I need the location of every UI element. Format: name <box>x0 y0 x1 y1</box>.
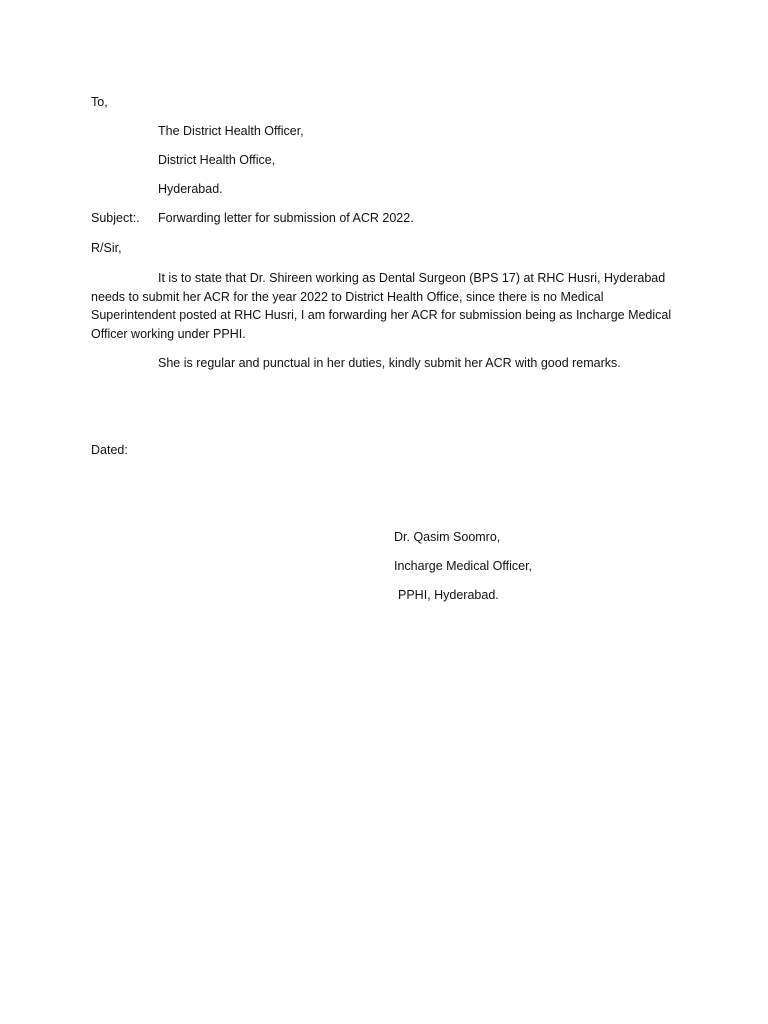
body-paragraph-2: She is regular and punctual in her duties, kindly submit her ACR with good remarks. <box>158 356 621 370</box>
to-label: To, <box>91 95 108 109</box>
body-paragraph-1-text: It is to state that Dr. Shireen working as Dental Surgeon (BPS 17) at RHC Husri, Hyderabad needs to submit her ACR for the year 2022 to District Health Office, since there is no Medical Superintendent posted at RHC Husri, I am forwarding her ACR for submission being as Incharge Medical Officer working under PPHI. <box>91 271 672 341</box>
subject-text: Forwarding letter for submission of ACR 2022. <box>158 211 414 225</box>
subject-label: Subject:. <box>91 211 140 225</box>
body-paragraph-1 <box>91 269 681 343</box>
signatory-name: Dr. Qasim Soomro, <box>394 530 501 544</box>
dated-label: Dated: <box>91 443 128 457</box>
signatory-designation: Incharge Medical Officer, <box>394 559 533 573</box>
greeting: R/Sir, <box>91 241 122 255</box>
recipient-title: The District Health Officer, <box>158 124 304 138</box>
recipient-office: District Health Office, <box>158 153 276 167</box>
recipient-city: Hyderabad. <box>158 182 223 196</box>
signatory-organization: PPHI, Hyderabad. <box>398 588 499 602</box>
